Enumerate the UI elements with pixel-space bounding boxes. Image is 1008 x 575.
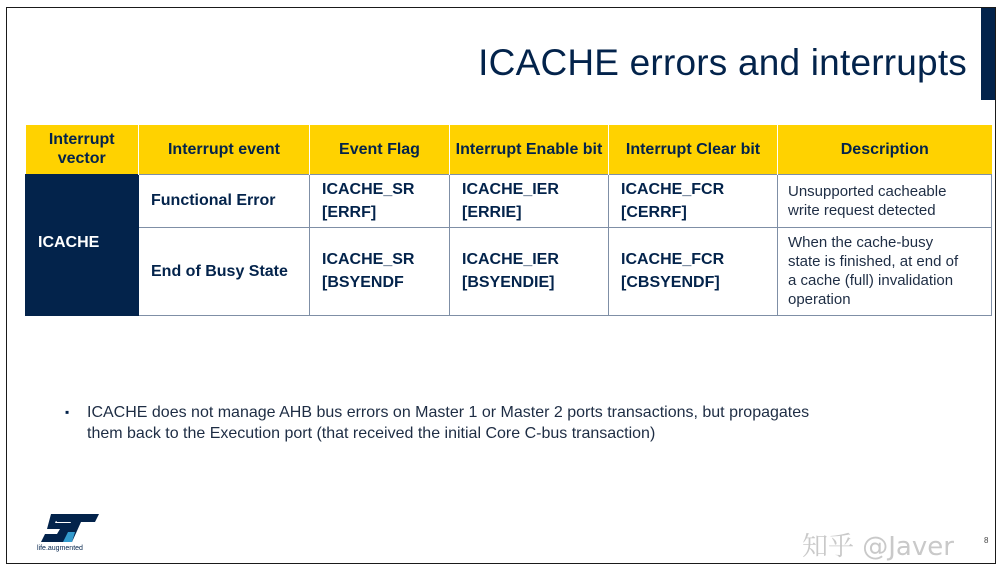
header-interrupt-clear-bit: Interrupt Clear bit (609, 125, 778, 174)
enable-cell (450, 227, 609, 315)
bullet-mark: ▪ (65, 405, 70, 419)
clear-bit: [CBSYENDF] (621, 274, 720, 291)
table-row (26, 227, 992, 315)
flag-bit: [ERRF] (322, 203, 377, 221)
page-number: 8 (984, 536, 989, 545)
description-line: When the cache-busy (788, 234, 934, 251)
description-cell (778, 227, 992, 315)
clear-bit: [CERRF] (621, 203, 687, 221)
clear-cell (609, 227, 778, 315)
bullet-line: them back to the Execution port (that received the initial Core C-bus transaction) (87, 425, 656, 442)
header-event-flag: Event Flag (310, 125, 450, 174)
slide (6, 7, 996, 564)
clear-cell (609, 174, 778, 227)
clear-register: ICACHE_FCR (621, 180, 725, 198)
watermark: 知乎 @Javer (802, 532, 954, 562)
description-line: Unsupported cacheable (788, 182, 947, 200)
flag-cell (310, 174, 450, 227)
description-line: a cache (full) invalidation (788, 272, 954, 289)
enable-register: ICACHE_IER (462, 251, 559, 268)
event-cell: End of Busy State (139, 227, 310, 315)
accent-bar (981, 8, 995, 100)
interrupt-table (25, 125, 992, 316)
flag-register: ICACHE_SR (322, 251, 415, 268)
table-header-row (26, 125, 992, 174)
flag-register: ICACHE_SR (322, 180, 415, 198)
bullet-note (65, 402, 965, 444)
slide-title: ICACHE errors and interrupts (478, 42, 967, 83)
st-logo-icon (41, 514, 99, 542)
flag-cell (310, 227, 450, 315)
logo-tagline: life.augmented (37, 545, 83, 552)
table-row (26, 174, 992, 227)
description-line: operation (788, 291, 851, 308)
enable-bit: [BSYENDIE] (462, 274, 555, 291)
enable-cell (450, 174, 609, 227)
bullet-line: ICACHE does not manage AHB bus errors on Master 1 or Master 2 ports transactions, but propagates (87, 404, 810, 421)
header-interrupt-vector: Interrupt vector (26, 125, 139, 174)
enable-register: ICACHE_IER (462, 180, 559, 198)
description-line: state is finished, at end of (788, 253, 959, 270)
st-logo (37, 514, 109, 560)
header-interrupt-enable-bit: Interrupt Enable bit (450, 125, 609, 174)
flag-bit: [BSYENDF (322, 274, 404, 291)
header-description: Description (778, 125, 992, 174)
description-line: write request detected (788, 201, 936, 219)
description-cell (778, 174, 992, 227)
clear-register: ICACHE_FCR (621, 251, 725, 268)
event-cell: Functional Error (139, 174, 310, 227)
enable-bit: [ERRIE] (462, 203, 522, 221)
header-interrupt-event: Interrupt event (139, 125, 310, 174)
vector-cell: ICACHE (26, 174, 139, 315)
